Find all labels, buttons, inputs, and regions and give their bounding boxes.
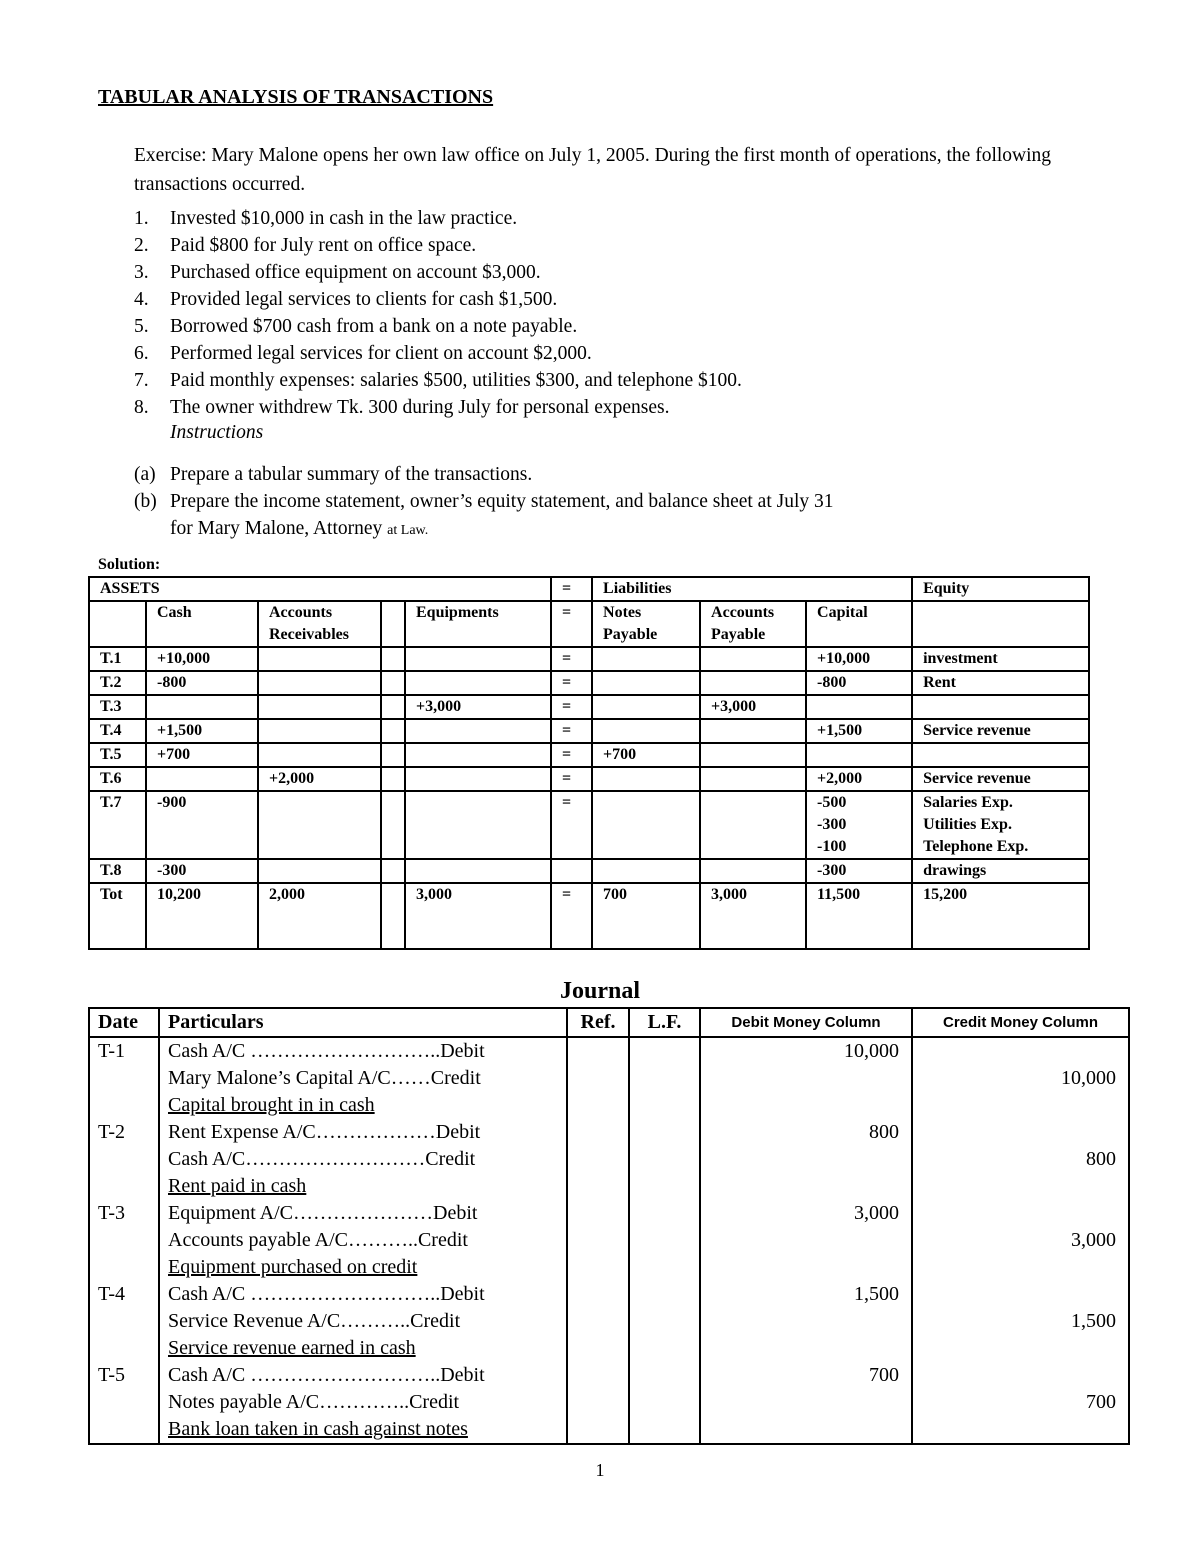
journal-entry-row (89, 1146, 1129, 1173)
journal-entry-row (89, 1065, 1129, 1092)
accounts-receivable-total-cell: 2,000 (258, 883, 381, 949)
account-text: Notes payable A/C…………..Credit (168, 1391, 460, 1413)
capital-cell: +2,000 (806, 767, 912, 791)
task-number: (b) (134, 491, 157, 512)
particulars-cell (159, 1092, 567, 1119)
group-header-row (89, 577, 1089, 601)
task-text: for Mary Malone, Attorney (170, 518, 388, 539)
accounts-payable-header (700, 601, 806, 647)
credit-cell (912, 1281, 1129, 1308)
transaction-number: 8. (134, 397, 149, 418)
description-cell: Service revenue (912, 719, 1089, 743)
credit-cell (912, 1335, 1129, 1362)
narration-text: Rent paid in cash (168, 1175, 307, 1197)
capital-cell: -800 (806, 671, 912, 695)
particulars-cell (159, 1227, 567, 1254)
accounts-receivable-cell (258, 671, 381, 695)
credit-cell (912, 1119, 1129, 1146)
column-header-row (89, 601, 1089, 647)
description-cell (912, 791, 1089, 859)
empty-cell (381, 791, 405, 859)
narration-text: Capital brought in in cash (168, 1094, 375, 1116)
capital-line: -300 (817, 816, 847, 833)
equals-cell: = (551, 695, 592, 719)
accounts-payable-cell (700, 743, 806, 767)
credit-cell (912, 1037, 1129, 1065)
equipment-cell (405, 791, 551, 859)
journal-title: Journal (559, 978, 640, 1004)
total-row (89, 883, 1089, 949)
transaction-item (134, 232, 742, 259)
journal-narration-row (89, 1335, 1129, 1362)
capital-cell: -300 (806, 859, 912, 883)
header-line: Notes (603, 604, 642, 621)
lf-cell (629, 1173, 700, 1200)
account-text: Cash A/C ………………………..Debit (168, 1040, 485, 1062)
narration-text: Bank loan taken in cash against notes (168, 1418, 468, 1440)
equals-cell: = (551, 719, 592, 743)
notes-payable-cell (592, 719, 700, 743)
date-cell (89, 1389, 159, 1416)
document-title: TABULAR ANALYSIS OF TRANSACTIONS (98, 86, 494, 108)
transaction-text: Paid monthly expenses: salaries $500, utilities $300, and telephone $100. (170, 370, 742, 391)
journal-narration-row (89, 1173, 1129, 1200)
solution-label: Solution: (98, 556, 161, 573)
transaction-text: The owner withdrew Tk. 300 during July for personal expenses. (170, 397, 670, 418)
date-cell (89, 1146, 159, 1173)
accounts-receivable-cell: +2,000 (258, 767, 381, 791)
lf-cell (629, 1389, 700, 1416)
equipment-cell (405, 647, 551, 671)
ref-cell (567, 1092, 629, 1119)
date-cell (89, 1065, 159, 1092)
particulars-cell (159, 1146, 567, 1173)
page-number: 1 (595, 1460, 605, 1480)
description-cell (912, 743, 1089, 767)
particulars-header: Particulars (159, 1008, 567, 1037)
particulars-cell (159, 1362, 567, 1389)
account-text: Mary Malone’s Capital A/C……Credit (168, 1067, 481, 1089)
credit-cell (912, 1092, 1129, 1119)
accounts-payable-cell (700, 791, 806, 859)
credit-cell (912, 1254, 1129, 1281)
accounts-payable-cell (700, 767, 806, 791)
particulars-cell (159, 1173, 567, 1200)
transaction-text: Borrowed $700 cash from a bank on a note payable. (170, 316, 578, 337)
notes-payable-cell (592, 671, 700, 695)
particulars-cell (159, 1200, 567, 1227)
debit-cell (700, 1146, 912, 1173)
date-cell: T-2 (89, 1119, 159, 1146)
particulars-cell (159, 1281, 567, 1308)
journal-entry-row (89, 1200, 1129, 1227)
debit-cell: 10,000 (700, 1037, 912, 1065)
tabular-analysis-table (88, 576, 1090, 950)
description-cell: Service revenue (912, 767, 1089, 791)
transaction-id-cell: T.1 (89, 647, 146, 671)
transaction-item (134, 259, 742, 286)
date-cell (89, 1254, 159, 1281)
debit-cell (700, 1335, 912, 1362)
description-cell: Rent (912, 671, 1089, 695)
transaction-item (134, 205, 742, 232)
notes-payable-cell (592, 695, 700, 719)
transaction-number: 1. (134, 208, 149, 229)
ref-cell (567, 1308, 629, 1335)
account-text: Service Revenue A/C………..Credit (168, 1310, 461, 1332)
journal-entry-row (89, 1227, 1129, 1254)
notes-payable-header (592, 601, 700, 647)
date-cell: T-5 (89, 1362, 159, 1389)
lf-cell (629, 1065, 700, 1092)
equals-cell: = (551, 743, 592, 767)
date-cell (89, 1173, 159, 1200)
journal-narration-row (89, 1416, 1129, 1444)
particulars-cell (159, 1037, 567, 1065)
empty-cell (381, 671, 405, 695)
equals-cell: = (551, 883, 592, 949)
credit-cell (912, 1416, 1129, 1444)
account-text: Rent Expense A/C………………Debit (168, 1121, 481, 1143)
lf-cell (629, 1227, 700, 1254)
lf-cell (629, 1416, 700, 1444)
lf-cell (629, 1335, 700, 1362)
empty-cell (381, 859, 405, 883)
account-text: Accounts payable A/C………..Credit (168, 1229, 468, 1251)
date-cell (89, 1416, 159, 1444)
debit-cell (700, 1065, 912, 1092)
transaction-id-cell: T.4 (89, 719, 146, 743)
particulars-cell (159, 1416, 567, 1444)
equipment-cell (405, 743, 551, 767)
equipment-cell: +3,000 (405, 695, 551, 719)
notes-payable-cell (592, 791, 700, 859)
credit-cell: 10,000 (912, 1065, 1129, 1092)
equipment-cell (405, 671, 551, 695)
transaction-id-cell: T.3 (89, 695, 146, 719)
accounts-payable-cell (700, 647, 806, 671)
accounts-payable-cell (700, 671, 806, 695)
empty-cell (381, 695, 405, 719)
capital-header: Capital (806, 601, 912, 647)
description-line: Salaries Exp. (923, 794, 1013, 811)
ref-cell (567, 1119, 629, 1146)
credit-cell (912, 1362, 1129, 1389)
ref-cell (567, 1146, 629, 1173)
credit-header: Credit Money Column (912, 1008, 1129, 1037)
assets-header: ASSETS (89, 577, 551, 601)
account-text: Equipment A/C…………………Debit (168, 1202, 478, 1224)
journal-entry-row (89, 1037, 1129, 1065)
equipment-total-cell: 3,000 (405, 883, 551, 949)
accounts-receivable-cell (258, 859, 381, 883)
capital-cell (806, 791, 912, 859)
debit-header: Debit Money Column (700, 1008, 912, 1037)
transaction-text: Performed legal services for client on account $2,000. (170, 343, 592, 364)
instructions-label: Instructions (170, 422, 264, 443)
description-cell: drawings (912, 859, 1089, 883)
task-text: Prepare the income statement, owner’s equity statement, and balance sheet at July 31 (170, 491, 834, 512)
account-text: Cash A/C………………………Credit (168, 1148, 476, 1170)
transaction-number: 2. (134, 235, 149, 256)
credit-cell: 700 (912, 1389, 1129, 1416)
transaction-row (89, 743, 1089, 767)
task-item-continued (134, 515, 834, 542)
journal-entry-row (89, 1362, 1129, 1389)
cash-cell: -900 (146, 791, 258, 859)
ref-cell (567, 1037, 629, 1065)
ref-cell (567, 1335, 629, 1362)
narration-text: Equipment purchased on credit (168, 1256, 418, 1278)
capital-cell: +10,000 (806, 647, 912, 671)
capital-cell (806, 743, 912, 767)
transaction-row (89, 671, 1089, 695)
transaction-id-cell: T.8 (89, 859, 146, 883)
notes-payable-cell (592, 767, 700, 791)
credit-cell (912, 1173, 1129, 1200)
task-item (134, 461, 834, 488)
equity-total-cell: 15,200 (912, 883, 1089, 949)
debit-cell (700, 1092, 912, 1119)
journal-narration-row (89, 1254, 1129, 1281)
debit-cell (700, 1389, 912, 1416)
transaction-row (89, 695, 1089, 719)
lf-cell (629, 1037, 700, 1065)
cash-cell: -300 (146, 859, 258, 883)
account-text: Cash A/C ………………………..Debit (168, 1283, 485, 1305)
task-text: Prepare a tabular summary of the transactions. (170, 464, 533, 485)
equity-header: Equity (912, 577, 1089, 601)
accounts-receivable-cell (258, 791, 381, 859)
transaction-item (134, 286, 742, 313)
capital-cell: +1,500 (806, 719, 912, 743)
date-cell (89, 1308, 159, 1335)
lf-cell (629, 1146, 700, 1173)
transaction-id-cell: T.2 (89, 671, 146, 695)
task-list (134, 461, 834, 542)
transaction-text: Purchased office equipment on account $3,000. (170, 262, 541, 283)
cash-cell (146, 767, 258, 791)
empty-cell (381, 767, 405, 791)
cash-cell: +1,500 (146, 719, 258, 743)
header-line: Payable (603, 626, 658, 643)
debit-cell (700, 1227, 912, 1254)
journal-entry-row (89, 1389, 1129, 1416)
debit-cell: 1,500 (700, 1281, 912, 1308)
equals-cell (551, 859, 592, 883)
ref-cell (567, 1281, 629, 1308)
lf-cell (629, 1362, 700, 1389)
total-label-cell: Tot (89, 883, 146, 949)
date-cell: T-3 (89, 1200, 159, 1227)
transaction-id-cell: T.6 (89, 767, 146, 791)
particulars-cell (159, 1119, 567, 1146)
lf-cell (629, 1200, 700, 1227)
task-number: (a) (134, 464, 156, 485)
transaction-id-cell: T.7 (89, 791, 146, 859)
particulars-cell (159, 1335, 567, 1362)
empty-cell (381, 719, 405, 743)
accounts-receivable-cell (258, 695, 381, 719)
journal-entry-row (89, 1119, 1129, 1146)
task-text-small: at Law. (387, 523, 429, 538)
debit-cell (700, 1173, 912, 1200)
ref-cell (567, 1254, 629, 1281)
cash-header: Cash (146, 601, 258, 647)
equipment-cell (405, 859, 551, 883)
task-item (134, 488, 834, 515)
empty-cell (381, 647, 405, 671)
lf-cell (629, 1254, 700, 1281)
transaction-text: Invested $10,000 in cash in the law practice. (170, 208, 518, 229)
particulars-cell (159, 1254, 567, 1281)
transaction-number: 3. (134, 262, 149, 283)
accounts-payable-cell (700, 719, 806, 743)
equals-cell: = (551, 647, 592, 671)
lf-header: L.F. (629, 1008, 700, 1037)
date-cell (89, 1092, 159, 1119)
debit-cell: 3,000 (700, 1200, 912, 1227)
cash-cell: +700 (146, 743, 258, 767)
transaction-text: Paid $800 for July rent on office space. (170, 235, 477, 256)
transaction-row (89, 767, 1089, 791)
transaction-row (89, 719, 1089, 743)
lf-cell (629, 1092, 700, 1119)
narration-text: Service revenue earned in cash (168, 1337, 416, 1359)
date-cell: T-1 (89, 1037, 159, 1065)
equipment-header: Equipments (405, 601, 551, 647)
credit-cell: 800 (912, 1146, 1129, 1173)
capital-line: -100 (817, 838, 847, 855)
capital-total-cell: 11,500 (806, 883, 912, 949)
transaction-list (134, 205, 742, 421)
transaction-item (134, 340, 742, 367)
debit-cell (700, 1308, 912, 1335)
notes-payable-cell (592, 647, 700, 671)
transaction-row (89, 791, 1089, 859)
credit-cell (912, 1200, 1129, 1227)
ref-cell (567, 1065, 629, 1092)
header-line: Payable (711, 626, 766, 643)
accounts-receivable-cell (258, 647, 381, 671)
ref-cell (567, 1227, 629, 1254)
transaction-number: 7. (134, 370, 149, 391)
description-cell: investment (912, 647, 1089, 671)
liabilities-header: Liabilities (592, 577, 912, 601)
lf-cell (629, 1119, 700, 1146)
ref-header: Ref. (567, 1008, 629, 1037)
debit-cell: 700 (700, 1362, 912, 1389)
equipment-cell (405, 719, 551, 743)
cash-total-cell: 10,200 (146, 883, 258, 949)
empty-cell (912, 601, 1089, 647)
transaction-item (134, 367, 742, 394)
debit-cell (700, 1254, 912, 1281)
capital-line: -500 (817, 794, 847, 811)
description-line: Utilities Exp. (923, 816, 1012, 833)
capital-cell (806, 695, 912, 719)
cash-cell: +10,000 (146, 647, 258, 671)
ref-cell (567, 1389, 629, 1416)
empty-cell (89, 601, 146, 647)
transaction-item (134, 313, 742, 340)
journal-header-row (89, 1008, 1129, 1037)
equipment-cell (405, 767, 551, 791)
accounts-receivable-cell (258, 719, 381, 743)
transaction-row (89, 647, 1089, 671)
empty-cell (381, 883, 405, 949)
notes-payable-total-cell: 700 (592, 883, 700, 949)
particulars-cell (159, 1065, 567, 1092)
accounts-receivable-cell (258, 743, 381, 767)
exercise-intro: Exercise: Mary Malone opens her own law office on July 1, 2005. During the first month of operations, the following transactions occurred. (134, 145, 1052, 195)
transaction-row (89, 859, 1089, 883)
equals-header: = (551, 601, 592, 647)
journal-entry-row (89, 1308, 1129, 1335)
date-header: Date (89, 1008, 159, 1037)
notes-payable-cell: +700 (592, 743, 700, 767)
lf-cell (629, 1308, 700, 1335)
lf-cell (629, 1281, 700, 1308)
particulars-cell (159, 1389, 567, 1416)
debit-cell (700, 1416, 912, 1444)
credit-cell: 3,000 (912, 1227, 1129, 1254)
header-line: Accounts (269, 604, 333, 621)
journal-table (88, 1007, 1130, 1445)
journal-narration-row (89, 1092, 1129, 1119)
journal-entry-row (89, 1281, 1129, 1308)
transaction-id-cell: T.5 (89, 743, 146, 767)
cash-cell: -800 (146, 671, 258, 695)
equals-header: = (551, 577, 592, 601)
empty-cell (381, 601, 405, 647)
transaction-number: 4. (134, 289, 149, 310)
transaction-number: 5. (134, 316, 149, 337)
ref-cell (567, 1173, 629, 1200)
accounts-payable-total-cell: 3,000 (700, 883, 806, 949)
ref-cell (567, 1416, 629, 1444)
accounts-payable-cell: +3,000 (700, 695, 806, 719)
ref-cell (567, 1362, 629, 1389)
equals-cell: = (551, 671, 592, 695)
date-cell: T-4 (89, 1281, 159, 1308)
accounts-receivable-header (258, 601, 381, 647)
equals-cell: = (551, 767, 592, 791)
transaction-item (134, 394, 742, 421)
particulars-cell (159, 1308, 567, 1335)
debit-cell: 800 (700, 1119, 912, 1146)
description-cell (912, 695, 1089, 719)
empty-cell (381, 743, 405, 767)
accounts-payable-cell (700, 859, 806, 883)
description-line: Telephone Exp. (923, 838, 1029, 855)
date-cell (89, 1227, 159, 1254)
ref-cell (567, 1200, 629, 1227)
header-line: Receivables (269, 626, 349, 643)
date-cell (89, 1335, 159, 1362)
equals-cell: = (551, 791, 592, 859)
notes-payable-cell (592, 859, 700, 883)
credit-cell: 1,500 (912, 1308, 1129, 1335)
account-text: Cash A/C ………………………..Debit (168, 1364, 485, 1386)
header-line: Accounts (711, 604, 775, 621)
transaction-text: Provided legal services to clients for cash $1,500. (170, 289, 558, 310)
transaction-number: 6. (134, 343, 149, 364)
cash-cell (146, 695, 258, 719)
